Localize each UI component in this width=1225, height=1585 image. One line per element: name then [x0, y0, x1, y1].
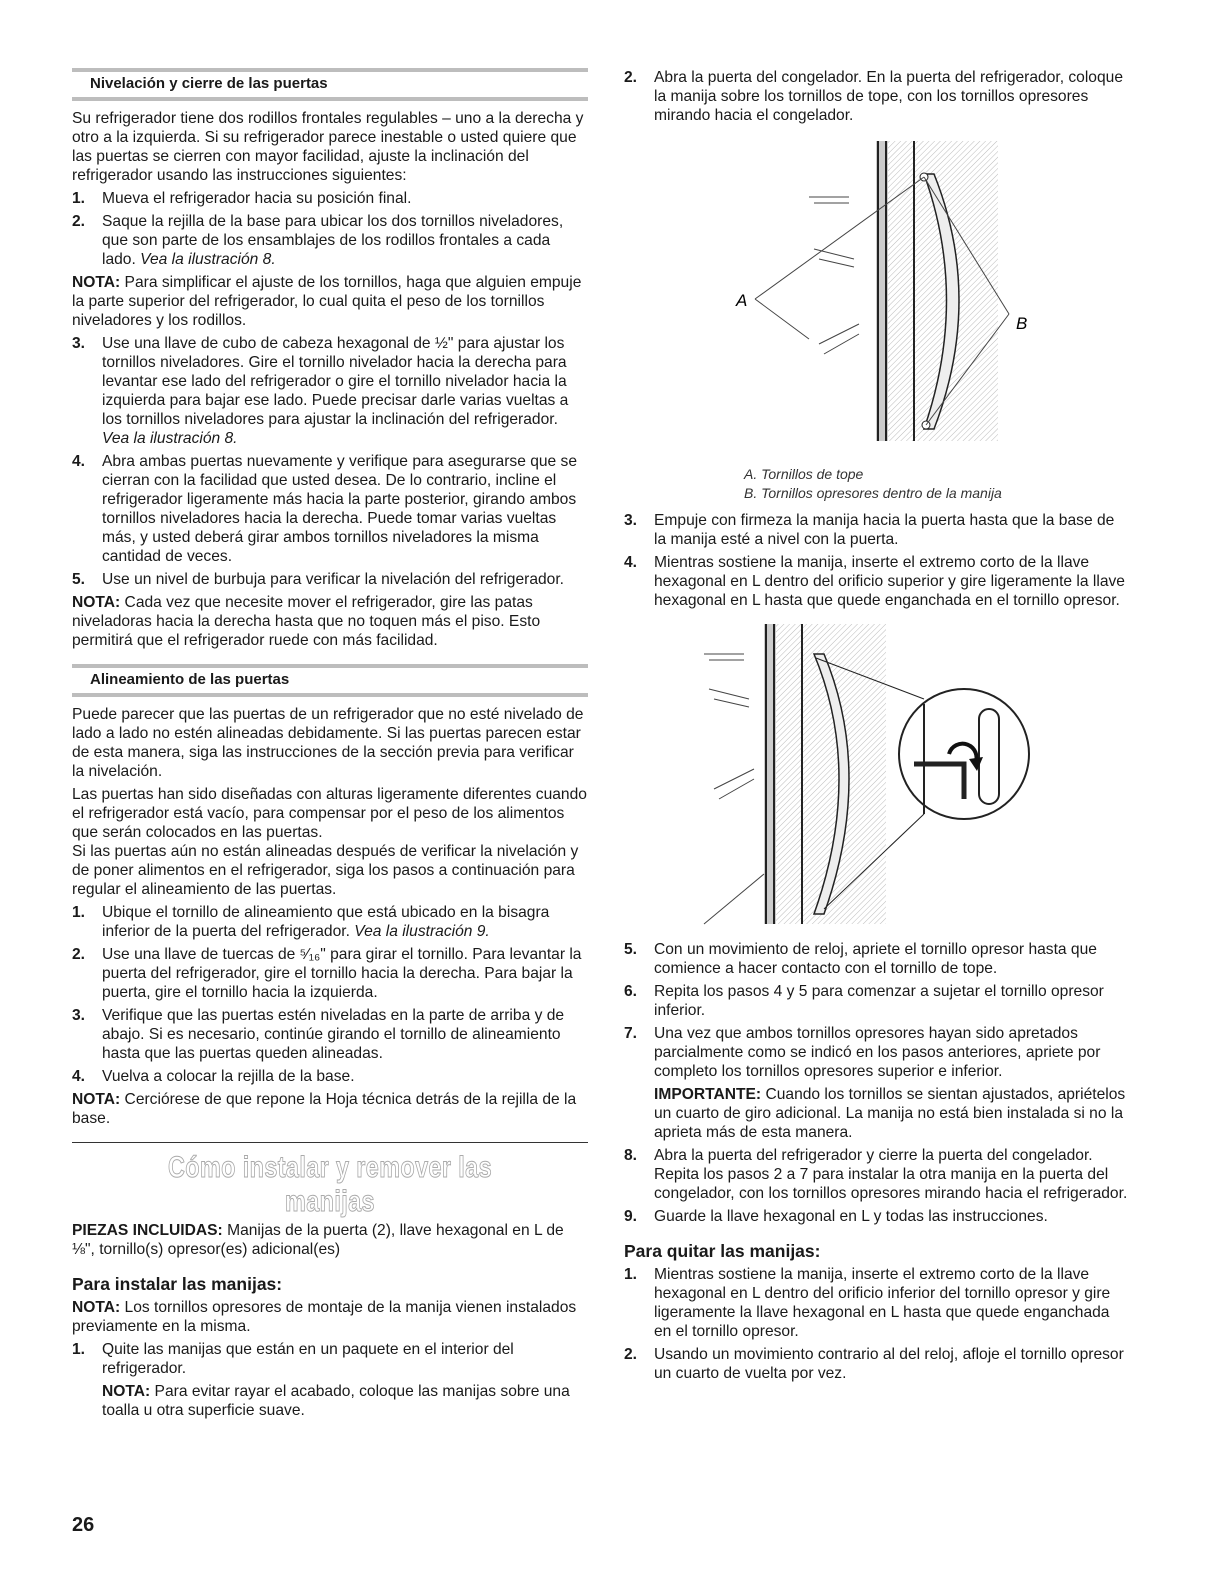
- magnified-detail: [899, 689, 1029, 819]
- paragraph: Puede parecer que las puertas de un refrigerador que no esté nivelado de lado a lado no estén alineadas debidamente. Si las puertas parecen estar de esta manera, siga las instrucciones de la sección previa para verificar la nivelación.: [72, 706, 584, 780]
- handle-installation-illustration: [624, 129, 1129, 459]
- callout-a: A: [736, 291, 748, 310]
- paragraph: Si las puertas aún no están alineadas después de verificar la nivelación y de poner alimentos en el refrigerador, siga los pasos a continuación para regular el alineamiento de las puertas.: [72, 843, 579, 898]
- list-item: 9. Guarde la llave hexagonal en L y todas las instrucciones.: [624, 1208, 1048, 1225]
- illustration-ref: Vea la ilustración 8.: [102, 430, 238, 447]
- list-item: 4. Vuelva a colocar la rejilla de la base.: [72, 1068, 355, 1085]
- subheading-instalar: Para instalar las manijas:: [72, 1274, 283, 1294]
- note: NOTA: Para evitar rayar el acabado, coloque las manijas sobre una toalla u otra superficie suave.: [102, 1383, 570, 1419]
- right-column: [624, 68, 1129, 1387]
- note: NOTA: Los tornillos opresores de montaje de la manija vienen instalados previamente en la misma.: [72, 1299, 577, 1335]
- figure-caption: A. Tornillos de tope B. Tornillos opresores dentro de la manija: [744, 466, 1002, 501]
- list-item: 1. Mientras sostiene la manija, inserte el extremo corto de la llave hexagonal en L dentro del orificio inferior del tornillo opresor y gire ligeramente la llave hexagonal en L hasta que quede enganchada en el tornillo opresor.: [624, 1266, 1111, 1340]
- instalar-steps: [72, 1340, 588, 1378]
- parts-included: PIEZAS INCLUIDAS: Manijas de la puerta (2), llave hexagonal en L de ⅛", tornillo(s) opresor(es) adicional(es): [72, 1222, 564, 1258]
- page-number: 26: [72, 1514, 95, 1536]
- left-column: [72, 68, 588, 1424]
- quitar-steps: [624, 1265, 1129, 1383]
- callout-b: B: [1016, 314, 1028, 333]
- subheading-quitar: Para quitar las manijas:: [624, 1241, 821, 1261]
- illustration-ref: Vea la ilustración 8.: [140, 251, 276, 268]
- chapter-title: Cómo instalar y remover las manijas: [168, 1151, 492, 1218]
- list-item: 2. Saque la rejilla de la base para ubicar los dos tornillos niveladores, que son parte de los ensamblajes de los rodillos frontales a cada lado. Vea la ilustración 8.: [72, 213, 564, 268]
- note: NOTA: Para simplificar el ajuste de los tornillos, haga que alguien empuje la parte superior del refrigerador, lo cual quita el peso de los tornillos niveladores y los rodillos.: [72, 274, 582, 329]
- list-item: 7. Una vez que ambos tornillos opresores hayan sido apretados parcialmente como se indicó en los pasos anteriores, apriete por completo los tornillos opresores superior e inferior.: [624, 1025, 1101, 1080]
- list-item: 1. Ubique el tornillo de alineamiento que está ubicado en la bisagra inferior de la puerta del refrigerador. Vea la ilustración 9.: [72, 904, 550, 940]
- section-heading-alineamiento: Alineamiento de las puertas: [72, 664, 588, 697]
- handle-detail: [979, 709, 999, 804]
- hex-key-illustration: [624, 614, 1129, 934]
- list-item: 3. Use una llave de cubo de cabeza hexagonal de ½" para ajustar los tornillos niveladores. Gire el tornillo nivelador hacia la derecha para levantar ese lado del refrigerador o gire el tornillo nivelador hacia la izquierda para bajar ese lado. Puede precisar darle varias vueltas a los tornillos niveladores para ajustar la inclinación del refrigerador. Vea la ilustración 8.: [72, 335, 569, 447]
- section-heading-nivelacion: Nivelación y cierre de las puertas: [72, 68, 588, 101]
- list-item: 3. Verifique que las puertas estén niveladas en la parte de arriba y de abajo. Si es necesario, continúe girando el tornillo de alineamiento hasta que las puertas queden alineadas.: [72, 1007, 565, 1062]
- important-note: IMPORTANTE: Cuando los tornillos se sientan ajustados, apriételos un cuarto de giro adicional. La manija no está bien instalada si no la aprieta más de esta manera.: [654, 1086, 1126, 1141]
- instalar-steps-8-9: [624, 1146, 1129, 1226]
- alineamiento-steps: [72, 903, 588, 1086]
- note: NOTA: Cada vez que necesite mover el refrigerador, gire las patas niveladoras hacia la derecha hasta que no toquen más el piso. Esto permitirá que el refrigerador ruede con más facilidad.: [72, 594, 541, 649]
- list-item: 1. Mueva el refrigerador hacia su posición final.: [72, 190, 412, 207]
- note: NOTA: Cerciórese de que repone la Hoja técnica detrás de la rejilla de la base.: [72, 1091, 577, 1127]
- nivelacion-steps: [72, 189, 588, 269]
- list-item: 4. Abra ambas puertas nuevamente y verifique para asegurarse que se cierran con la facilidad que usted desea. De lo contrario, incline el refrigerador ligeramente más hacia la parte posterior, girando ambos tornillos niveladores hacia la derecha. Puede tomar varias vueltas más, y usted deberá girar ambos tornillos niveladores la misma cantidad de veces.: [72, 453, 578, 565]
- list-item: 3. Empuje con firmeza la manija hacia la puerta hasta que la base de la manija esté a nivel con la puerta.: [624, 512, 1115, 548]
- paragraph-intro: Su refrigerador tiene dos rodillos frontales regulables – uno a la derecha y otro a la izquierda. Si su refrigerador parece inestable o usted quiere que las puertas se cierren con mayor facilidad, ajuste la inclinación del refrigerador usando las instrucciones siguientes:: [72, 110, 584, 184]
- list-item: 2. Use una llave de tuercas de ⁵⁄₁₆" para girar el tornillo. Para levantar la puerta del refrigerador, gire el tornillo hacia la derecha. Para bajar la puerta, gire el tornillo hacia la izquierda.: [72, 946, 582, 1001]
- list-item: 1. Quite las manijas que están en un paquete en el interior del refrigerador.: [72, 1341, 514, 1377]
- instalar-steps-5-7: [624, 940, 1129, 1081]
- illustration-ref: Vea la ilustración 9.: [354, 923, 490, 940]
- list-item: 8. Abra la puerta del refrigerador y cierre la puerta del congelador. Repita los pasos 2 a 7 para instalar la otra manija en la puerta del congelador, con los tornillos opresores mirando hacia el refrigerador.: [624, 1147, 1128, 1202]
- list-item: 2. Abra la puerta del congelador. En la puerta del refrigerador, coloque la manija sobre los tornillos de tope, con los tornillos opresores mirando hacia el congelador.: [624, 69, 1123, 124]
- nivelacion-steps-continued: [72, 334, 588, 589]
- list-item: 5. Con un movimiento de reloj, apriete el tornillo opresor hasta que comience a hacer contacto con el tornillo de tope.: [624, 941, 1097, 977]
- divider: [72, 1142, 588, 1143]
- list-item: 2. Usando un movimiento contrario al del reloj, afloje el tornillo opresor un cuarto de vuelta por vez.: [624, 1346, 1124, 1382]
- instalar-steps-3-4: [624, 511, 1129, 610]
- instalar-steps-right: [624, 68, 1129, 125]
- paragraph: Las puertas han sido diseñadas con alturas ligeramente diferentes cuando el refrigerador está vacío, para compensar por el peso de los alimentos que serán colocados en las puertas.: [72, 786, 587, 841]
- list-item: 5. Use un nivel de burbuja para verificar la nivelación del refrigerador.: [72, 571, 565, 588]
- list-item: 4. Mientras sostiene la manija, inserte el extremo corto de la llave hexagonal en L dentro del orificio superior y gire ligeramente la llave hexagonal en L hasta que quede enganchada en el tornillo opresor.: [624, 554, 1125, 609]
- list-item: 6. Repita los pasos 4 y 5 para comenzar a sujetar el tornillo opresor inferior.: [624, 983, 1104, 1019]
